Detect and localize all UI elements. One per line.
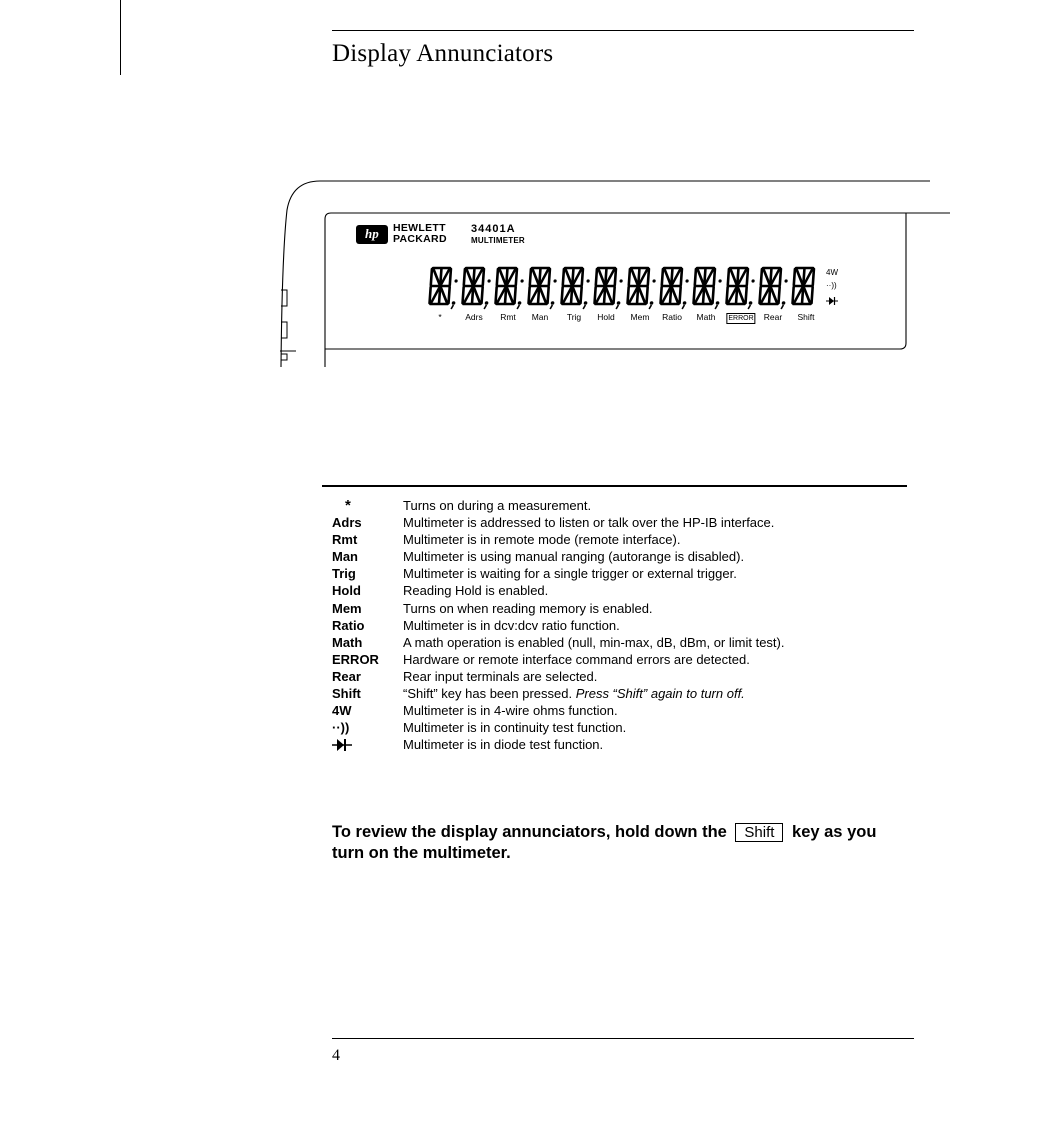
annunciator-table-row	[332, 497, 912, 514]
description-text: Turns on when reading memory is enabled.	[403, 600, 653, 616]
annunciator-term: Mem	[332, 600, 362, 616]
annunciator-star: *	[438, 312, 442, 322]
annunciator-table-row	[332, 702, 912, 719]
annunciator-term: ··))	[332, 720, 350, 736]
display-digit	[594, 268, 623, 309]
annunciator-table-row	[332, 617, 912, 634]
model-subtitle: MULTIMETER	[471, 236, 525, 245]
description-text: A math operation is enabled (null, min-max, dB, dBm, or limit test).	[403, 634, 785, 650]
annunciator-term: Shift	[332, 686, 361, 702]
annunciator-mem: Mem	[630, 312, 650, 322]
diode-icon	[826, 296, 838, 306]
annunciator-term: Math	[332, 634, 363, 650]
annunciator-table-row	[332, 736, 912, 753]
annunciator-table-row	[332, 582, 912, 599]
display-digit	[627, 268, 656, 309]
annunciator-description	[403, 719, 626, 736]
annunciator-description	[403, 548, 744, 565]
annunciator-rmt: Rmt	[500, 312, 516, 322]
description-text: Multimeter is addressed to listen or talk over the HP-IB interface.	[403, 515, 775, 531]
brand-line-1: HEWLETT	[393, 222, 446, 234]
page-title: Display Annunciators	[332, 40, 554, 67]
description-text: Multimeter is in 4-wire ohms function.	[403, 703, 618, 719]
annunciator-table-row	[332, 514, 912, 531]
annunciator-description	[403, 600, 653, 617]
annunciator-rear: Rear	[763, 312, 783, 322]
annunciator-man: Man	[531, 312, 549, 322]
annunciator-adrs: Adrs	[465, 312, 483, 322]
footer-rule	[332, 1038, 914, 1039]
annunciator-term	[332, 736, 352, 756]
diode-icon	[332, 738, 352, 752]
display-digit	[495, 268, 524, 309]
annunciator-math: Math	[696, 312, 716, 322]
page-number: 4	[332, 1047, 340, 1064]
annunciator-table-row	[332, 600, 912, 617]
display-digit	[429, 268, 458, 309]
description-italic: Press “Shift” again to turn off.	[575, 686, 745, 702]
display-digit	[792, 268, 814, 304]
annunciator-description	[403, 617, 620, 634]
side-annunciator-4w: 4W	[826, 268, 838, 277]
table-rule	[322, 485, 907, 487]
display-digit	[462, 268, 491, 309]
display-digit	[660, 268, 689, 309]
description-text: Multimeter is in dcv:dcv ratio function.	[403, 617, 620, 633]
display-digit	[561, 268, 590, 309]
annunciator-description	[403, 531, 680, 548]
description-text: Multimeter is in continuity test function.	[403, 720, 627, 736]
description-text: “Shift” key has been pressed.	[403, 686, 573, 702]
annunciator-table-row	[332, 685, 912, 702]
annunciator-term: Adrs	[332, 515, 362, 531]
annunciator-term: Man	[332, 549, 358, 565]
annunciator-ratio: Ratio	[662, 312, 682, 322]
annunciator-term: *	[345, 497, 351, 514]
model-number: 34401A	[471, 223, 516, 235]
annunciator-description	[403, 497, 591, 514]
description-text: Turns on during a measurement.	[403, 498, 592, 513]
annunciator-term: Trig	[332, 566, 356, 582]
hp-logo-icon: hp	[356, 225, 388, 244]
header-rule	[332, 30, 914, 31]
annunciator-description	[403, 634, 785, 651]
review-tip	[332, 822, 912, 864]
annunciator-table	[332, 497, 912, 753]
annunciator-shift: Shift	[797, 312, 815, 322]
annunciator-description	[403, 668, 597, 685]
annunciator-description	[403, 582, 548, 599]
display-digit	[528, 268, 557, 309]
description-text: Rear input terminals are selected.	[403, 668, 598, 684]
annunciator-description	[403, 565, 737, 582]
display-digit	[759, 268, 788, 309]
description-text: Multimeter is waiting for a single trigger or external trigger.	[403, 566, 737, 582]
annunciator-term: Rmt	[332, 532, 358, 548]
annunciator-table-row	[332, 651, 912, 668]
description-text: Multimeter is in remote mode (remote interface).	[403, 532, 681, 548]
annunciator-term: Ratio	[332, 617, 365, 633]
annunciator-table-row	[332, 565, 912, 582]
description-text: Hardware or remote interface command errors are detected.	[403, 651, 750, 667]
annunciator-term: 4W	[332, 703, 352, 719]
side-annunciator-continuity: ··))	[826, 281, 837, 290]
annunciator-table-row	[332, 531, 912, 548]
annunciator-table-row	[332, 548, 912, 565]
segment-display	[428, 264, 828, 310]
description-text: Multimeter is using manual ranging (autorange is disabled).	[403, 549, 745, 565]
display-digit	[693, 268, 722, 309]
tip-text-before: To review the display annunciators, hold down the	[332, 823, 732, 841]
annunciator-hold: Hold	[597, 312, 615, 322]
annunciator-description	[403, 702, 618, 719]
annunciator-term: Hold	[332, 583, 361, 599]
brand-line-2: PACKARD	[393, 233, 447, 245]
annunciator-error: ERROR	[728, 315, 754, 322]
margin-change-bar	[120, 0, 121, 75]
annunciator-table-row	[332, 634, 912, 651]
annunciator-description	[403, 685, 745, 702]
display-digit	[726, 268, 755, 309]
annunciator-description	[403, 651, 750, 668]
description-text: Reading Hold is enabled.	[403, 583, 549, 599]
annunciator-description	[403, 736, 603, 753]
description-text: Multimeter is in diode test function.	[403, 737, 604, 753]
annunciator-table-row	[332, 719, 912, 736]
brand-name	[393, 223, 447, 245]
annunciator-trig: Trig	[566, 312, 582, 322]
annunciator-description	[403, 514, 774, 531]
shift-key: Shift	[735, 823, 783, 842]
annunciator-table-row	[332, 668, 912, 685]
annunciator-term: Rear	[332, 668, 361, 684]
annunciator-term: ERROR	[332, 651, 379, 667]
tip-text-after: key as you turn on the multimeter.	[332, 823, 877, 862]
